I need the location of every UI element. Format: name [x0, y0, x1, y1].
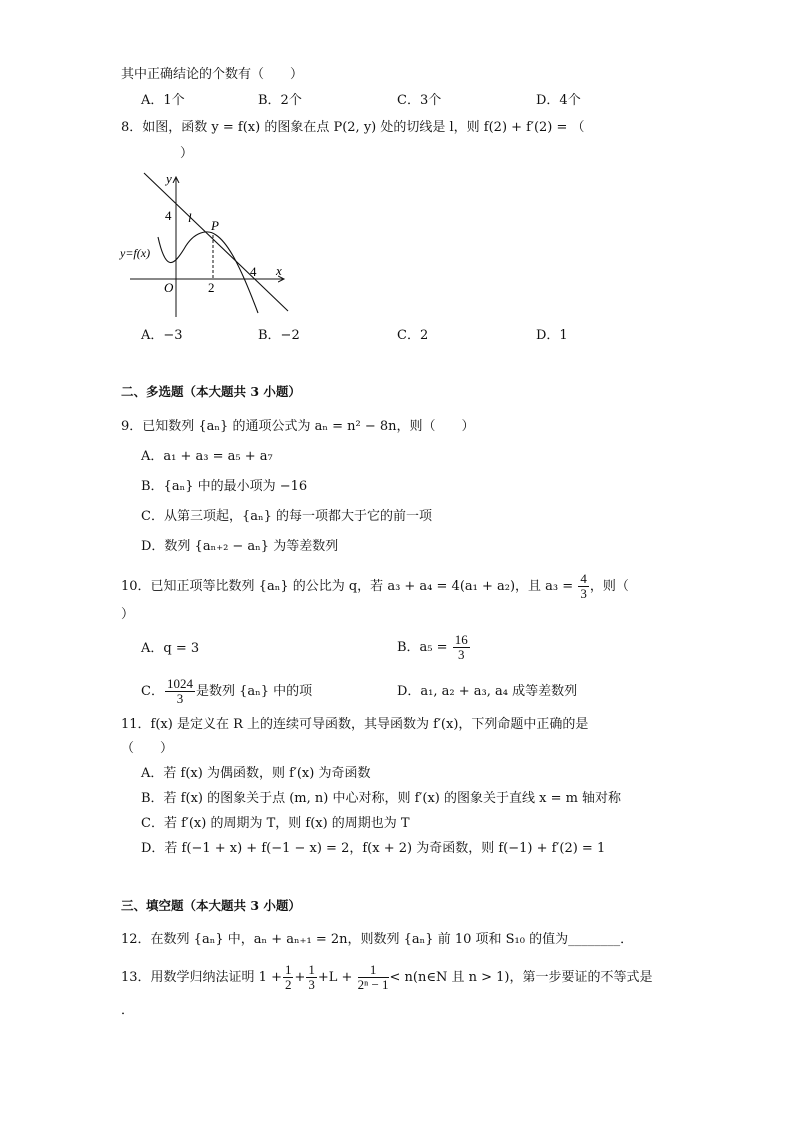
q8-option-c: C．2 [397, 328, 429, 343]
label-p: P [211, 218, 219, 233]
q10-stem-end: ） [121, 607, 135, 622]
q13-frac-2-den: 3 [308, 977, 315, 992]
q10-frac-num: 4 [580, 571, 587, 586]
label-y-axis: y [166, 171, 172, 186]
q13-frac-2 [306, 963, 317, 992]
q9-option-c: C．从第三项起，{aₙ} 的每一项都大于它的前一项 [141, 509, 432, 524]
q12-number: 12． [121, 932, 151, 947]
q9-stem: 已知数列 {aₙ} 的通项公式为 aₙ = n² − 8n，则（ ） [142, 419, 475, 434]
q10-option-b-num: 16 [454, 632, 468, 647]
q11-option-b: B．若 f(x) 的图象关于点 (m, n) 中心对称，则 f′(x) 的图象关于直线 x = m 轴对称 [141, 791, 622, 806]
q7-option-b: B．2个 [258, 93, 302, 108]
q10-option-b [397, 630, 471, 666]
label-fx: y=f(x) [120, 246, 151, 260]
q8-figure [118, 165, 298, 325]
q10-option-b-prefix: B．a₅ = [397, 640, 448, 655]
q11-number: 11． [121, 717, 151, 732]
label-origin: O [164, 280, 174, 295]
q8-number: 8． [121, 120, 143, 135]
q10-option-b-frac [453, 633, 470, 662]
q13-frac-3 [358, 963, 389, 992]
q9-option-b: B．{aₙ} 中的最小项为 −16 [141, 479, 308, 494]
q9-number: 9． [121, 419, 143, 434]
q13-frac-2-num: 1 [308, 962, 315, 977]
q7-option-d: D．4个 [536, 93, 581, 108]
q10-question [121, 570, 629, 604]
q10-option-c-frac [165, 677, 195, 706]
q8-option-d: D．1 [536, 328, 568, 343]
label-4-y: 4 [165, 208, 172, 223]
q10-option-c-den: 3 [176, 691, 184, 706]
section-title-fill-in: 三、填空题（本大题共 3 小题） [121, 898, 301, 913]
label-x-axis: x [276, 263, 282, 278]
q8-option-b: B．−2 [258, 328, 300, 343]
q8-option-a: A．−3 [141, 328, 183, 343]
q13-number: 13． [121, 970, 151, 985]
q8-question [121, 119, 585, 137]
q7-stem: 其中正确结论的个数有（ ） [121, 67, 304, 82]
q13-stem-a: 用数学归纳法证明 1 + [150, 970, 282, 985]
q9-question [121, 418, 475, 436]
q9-option-d: D．数列 {aₙ₊₂ − aₙ} 为等差数列 [141, 539, 339, 554]
q10-option-b-den: 3 [457, 647, 465, 662]
q13-frac-3-num: 1 [358, 963, 389, 978]
q11-option-c: C．若 f′(x) 的周期为 T，则 f(x) 的周期也为 T [141, 816, 410, 831]
q10-stem-a: 已知正项等比数列 {aₙ} 的公比为 q，若 a₃ + a₄ = 4(a₁ + a₂)，且 a₃ = [150, 579, 574, 594]
q10-number: 10． [121, 579, 151, 594]
q11-option-a: A．若 f(x) 为偶函数，则 f′(x) 为奇函数 [141, 766, 371, 781]
q12-stem: 在数列 {aₙ} 中，aₙ + aₙ₊₁ = 2n，则数列 {aₙ} 前 10 项和 S₁₀ 的值为________． [150, 932, 634, 947]
q13-frac-1 [283, 963, 294, 992]
q11-stem: f(x) 是定义在 R 上的连续可导函数，其导函数为 f′(x)，下列命题中正确的是 [150, 717, 589, 732]
q12-question [121, 931, 633, 949]
q13-stem-end: ． [121, 1003, 135, 1018]
q11-question [121, 716, 588, 734]
q13-frac-1-num: 1 [284, 962, 292, 977]
label-2: 2 [208, 280, 215, 295]
q10-option-c [141, 674, 312, 710]
q10-stem-b: ，则（ [589, 579, 629, 594]
section-title-multi-choice: 二、多选题（本大题共 3 小题） [121, 384, 301, 399]
q10-option-d: D．a₁, a₂ + a₃, a₄ 成等差数列 [397, 684, 578, 699]
q13-frac-1-den: 2 [284, 977, 292, 992]
q10-frac [578, 572, 589, 601]
q11-stem-end: （ ） [121, 741, 174, 756]
q13-stem-b: < n(n∈N 且 n > 1)，第一步要证的不等式是 [389, 970, 653, 985]
q13-frac-3-den: 2ⁿ − 1 [357, 977, 389, 992]
q13-question [121, 960, 653, 996]
label-4-x: 4 [250, 264, 257, 279]
q10-frac-den: 3 [580, 586, 587, 601]
q13-plus-1: + [294, 970, 306, 985]
q10-option-c-prefix: C． [141, 684, 164, 699]
q11-option-d: D．若 f(−1 + x) + f(−1 − x) = 2，f(x + 2) 为奇函数，则 f(−1) + f′(2) = 1 [141, 841, 606, 856]
q10-option-c-num: 1024 [166, 676, 193, 691]
q9-option-a: A．a₁ + a₃ = a₅ + a₇ [141, 449, 273, 464]
q8-stem-end: ） [180, 146, 194, 161]
q7-option-a: A．1个 [141, 93, 185, 108]
q8-stem: 如图，函数 y = f(x) 的图象在点 P(2, y) 处的切线是 l，则 f(2) + f′(2) = （ [142, 120, 585, 135]
q13-plus-2: +L + [317, 970, 353, 985]
q7-option-c: C．3个 [397, 93, 442, 108]
label-l: l [188, 210, 192, 225]
q10-option-c-suffix: 是数列 {aₙ} 中的项 [195, 684, 313, 699]
curve-fx [158, 232, 258, 313]
q10-option-a: A．q = 3 [141, 641, 200, 656]
